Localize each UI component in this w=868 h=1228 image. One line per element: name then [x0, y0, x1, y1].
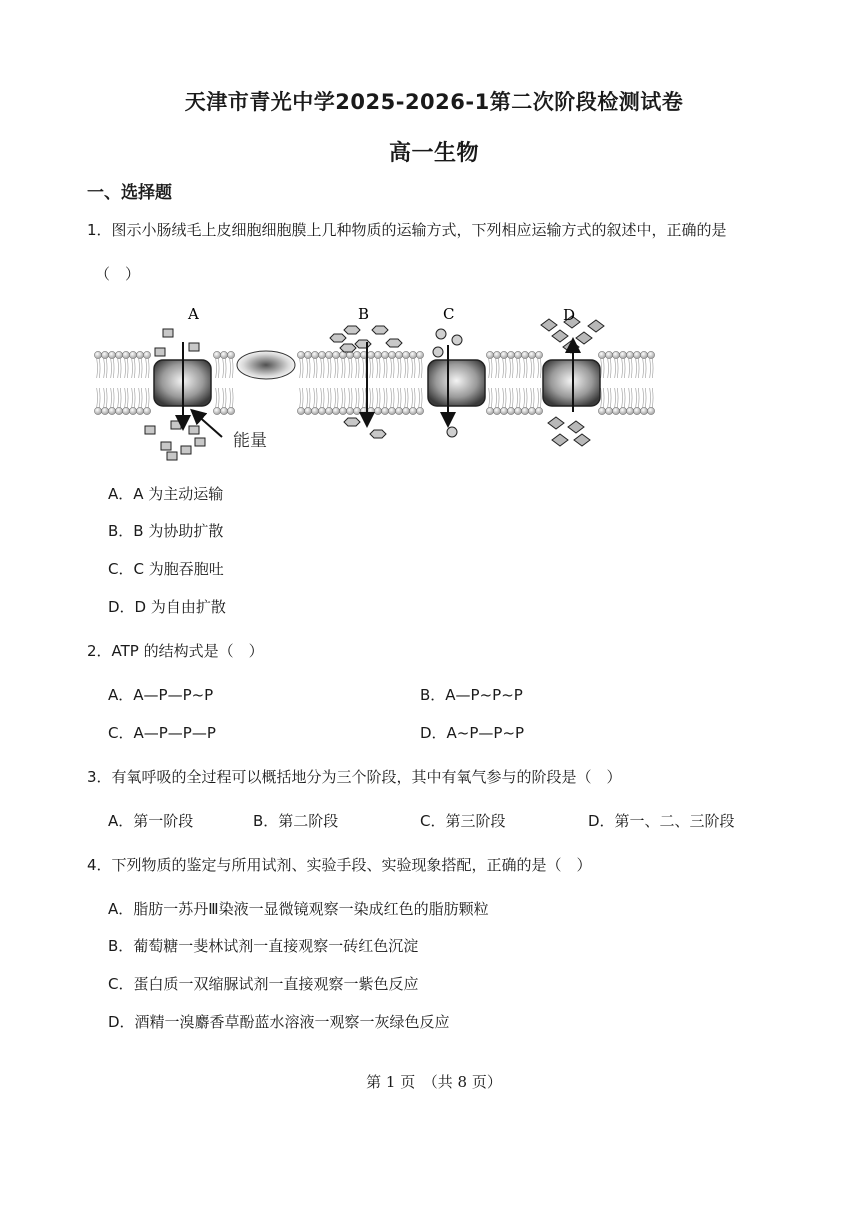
question-4-text: 4．下列物质的鉴定与所用试剂、实验手段、实验现象搭配，正确的是（ ）: [87, 856, 592, 874]
question-2-option-c[interactable]: C．A—P—P—P: [108, 724, 216, 742]
membrane-protein-oval: [237, 351, 295, 379]
energy-arrow: [196, 414, 222, 437]
exam-subtitle: 高一生物: [388, 141, 479, 166]
figure-label-a: A: [188, 305, 199, 323]
question-1-paren: （ ）: [95, 265, 141, 283]
page-footer: 第 1 页 （共 8 页）: [366, 1073, 502, 1091]
section-heading: 一、选择题: [87, 183, 172, 203]
question-3-option-c[interactable]: C．第三阶段: [420, 812, 506, 830]
membrane-transport-figure: [90, 300, 670, 470]
question-3-option-d[interactable]: D．第一、二、三阶段: [588, 812, 735, 830]
question-2-option-b[interactable]: B．A—P~P~P: [420, 686, 523, 704]
figure-label-c: C: [443, 305, 455, 323]
question-3-option-a[interactable]: A．第一阶段: [108, 812, 194, 830]
question-4-option-d[interactable]: D．酒精一溴麝香草酚蓝水溶液一观察一灰绿色反应: [108, 1013, 450, 1031]
question-4-option-a[interactable]: A．脂肪一苏丹Ⅲ染液一显微镜观察一染成红色的脂肪颗粒: [108, 900, 489, 918]
question-4-option-b[interactable]: B．葡萄糖一斐林试剂一直接观察一砖红色沉淀: [108, 937, 419, 955]
question-2-text: 2．ATP 的结构式是（ ）: [87, 642, 264, 660]
energy-label: 能量: [233, 431, 267, 451]
carrier-protein-c: [428, 360, 485, 406]
exam-title: 天津市青光中学2025-2026-1第二次阶段检测试卷: [184, 90, 684, 114]
question-3-option-b[interactable]: B．第二阶段: [253, 812, 339, 830]
question-4-option-c[interactable]: C．蛋白质一双缩脲试剂一直接观察一紫色反应: [108, 975, 419, 993]
question-1-option-c[interactable]: C．C 为胞吞胞吐: [108, 560, 224, 578]
question-3-text: 3．有氧呼吸的全过程可以概括地分为三个阶段，其中有氧气参与的阶段是（ ）: [87, 768, 622, 786]
figure-label-b: B: [358, 305, 370, 323]
carrier-protein-d: [543, 360, 600, 406]
figure-label-d: D: [563, 306, 576, 324]
question-1-text: 1．图示小肠绒毛上皮细胞细胞膜上几种物质的运输方式，下列相应运输方式的叙述中，正确的是: [87, 221, 727, 239]
transported-molecules: [145, 316, 604, 460]
question-2-option-d[interactable]: D．A~P—P~P: [420, 724, 525, 742]
question-1-option-b[interactable]: B．B 为协助扩散: [108, 522, 224, 540]
question-2-option-a[interactable]: A．A—P—P~P: [108, 686, 214, 704]
question-1-option-d[interactable]: D．D 为自由扩散: [108, 598, 226, 616]
question-1-option-a[interactable]: A．A 为主动运输: [108, 485, 224, 503]
